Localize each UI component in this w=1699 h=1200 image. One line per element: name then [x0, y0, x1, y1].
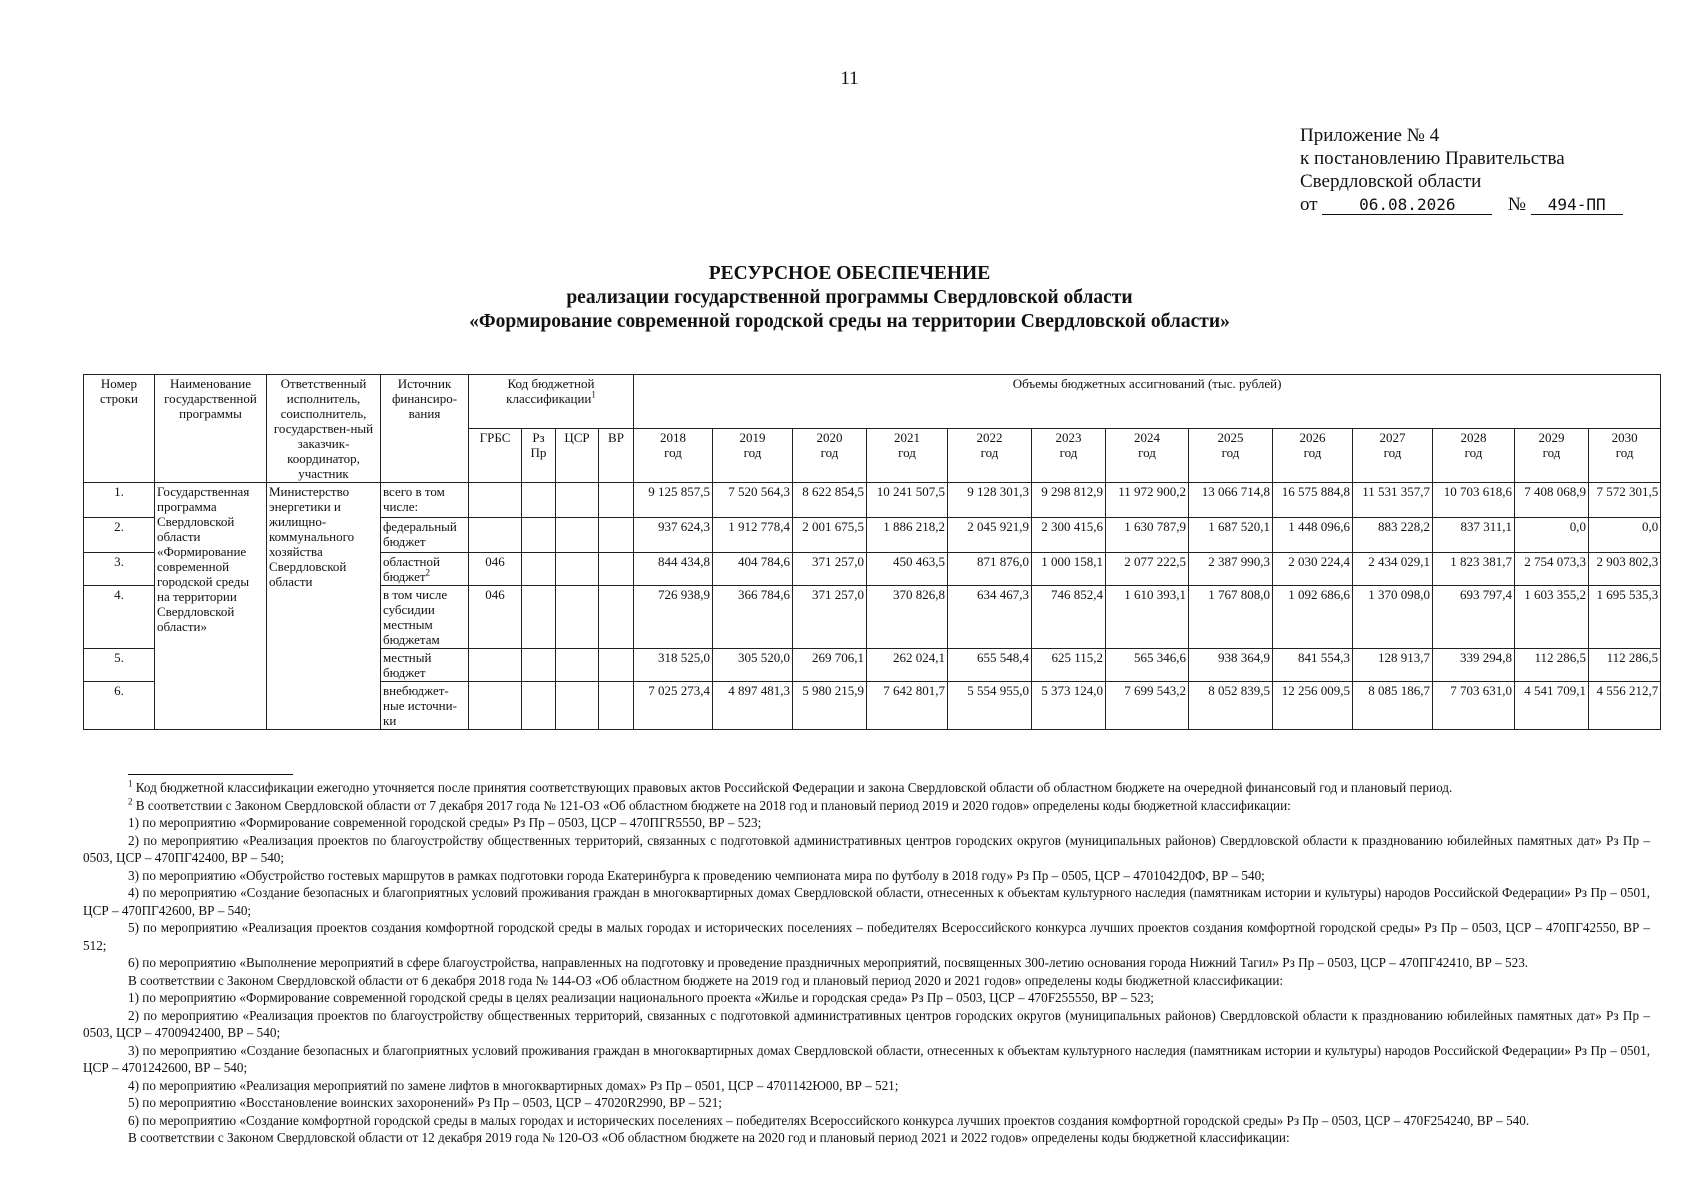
amount-cell: 13 066 714,8 — [1189, 483, 1273, 518]
header-vr: ВР — [599, 429, 634, 483]
resolution-number: 494-ПП — [1531, 196, 1623, 215]
amount-cell: 565 346,6 — [1106, 649, 1189, 682]
amount-cell: 1 000 158,1 — [1032, 553, 1106, 586]
footnote-text: 5) по мероприятию «Восстановление воинских захоронений» Рз Пр – 0503, ЦСР – 47020R2990, ВР – 521; — [128, 1095, 722, 1110]
header-budget-code: Код бюджетной классификации$^1$ — [469, 375, 634, 429]
footnote-paragraph — [83, 1129, 1650, 1147]
year-number: 2029 — [1538, 430, 1565, 445]
year-suffix: год — [1615, 445, 1634, 460]
footnote-mark: 2 — [425, 567, 431, 578]
header-year-2022 — [948, 429, 1032, 483]
footnote-paragraph — [83, 972, 1650, 990]
amount-cell: 8 085 186,7 — [1353, 682, 1433, 730]
year-number: 2028 — [1460, 430, 1487, 445]
vr-cell — [599, 518, 634, 553]
amount-cell: 726 938,9 — [634, 586, 713, 649]
amount-cell: 2 387 990,3 — [1189, 553, 1273, 586]
footnote-number: 2 — [128, 796, 133, 807]
footnote-text: 1) по мероприятию «Формирование современной городской среды в целях реализации национального проекта «Жилье и городская среда» Рз Пр – 0503, ЦСР – 470F255550, ВР – 523; — [128, 990, 1154, 1005]
amount-cell: 1 603 355,2 — [1515, 586, 1589, 649]
footnote-paragraph — [83, 1042, 1650, 1077]
amount-cell: 1 912 778,4 — [713, 518, 793, 553]
source-cell: областной бюджет$^2$ — [381, 553, 469, 586]
header-year-2020 — [793, 429, 867, 483]
year-suffix: год — [1303, 445, 1322, 460]
header-year-2023 — [1032, 429, 1106, 483]
appendix-date-row — [1300, 193, 1623, 216]
amount-cell: 371 257,0 — [793, 586, 867, 649]
amount-cell: 10 703 618,6 — [1433, 483, 1515, 518]
year-number: 2024 — [1134, 430, 1160, 445]
rzpr-cell — [522, 518, 556, 553]
footnote-text: 3) по мероприятию «Создание безопасных и благоприятных условий проживания граждан в многоквартирных домах Свердловской области, отнесенных к объектам культурного наследия (памятникам истории и культуры) народов Российской Федерации» Рз Пр – 0501, ЦСР – 4701242600, ВР – 540; — [83, 1042, 1650, 1075]
footnote-number: 1 — [128, 778, 133, 789]
vr-cell — [599, 682, 634, 730]
header-year-2030 — [1589, 429, 1661, 483]
program-name-cell: Государственная программа Свердловской области «Формирование современной городской среды на территории Свердловской области» — [155, 483, 267, 730]
amount-cell: 1 630 787,9 — [1106, 518, 1189, 553]
amount-cell: 7 520 564,3 — [713, 483, 793, 518]
amount-cell: 112 286,5 — [1515, 649, 1589, 682]
year-number: 2025 — [1217, 430, 1244, 445]
amount-cell: 2 030 224,4 — [1273, 553, 1353, 586]
footnote-text: Код бюджетной классификации ежегодно уточняется после принятия соответствующих правовых актов Российской Федерации и закона Свердловской области об областном бюджете на очередной финансовый год и плановый период. — [132, 780, 1453, 795]
year-suffix: год — [664, 445, 682, 460]
amount-cell: 634 467,3 — [948, 586, 1032, 649]
number-prefix: № — [1507, 194, 1526, 215]
year-number: 2030 — [1611, 430, 1638, 445]
amount-cell: 7 703 631,0 — [1433, 682, 1515, 730]
amount-cell: 404 784,6 — [713, 553, 793, 586]
amount-cell: 2 077 222,5 — [1106, 553, 1189, 586]
year-suffix: год — [820, 445, 839, 460]
amount-cell: 2 754 073,3 — [1515, 553, 1589, 586]
footnote-text: В соответствии с Законом Свердловской области от 12 декабря 2019 года № 120-ОЗ «Об областном бюджете на 2020 год и плановый период 2021 и 2022 годов» определены коды бюджетной классификации: — [128, 1130, 1290, 1145]
executor-cell: Министерство энергетики и жилищно-коммунального хозяйства Свердловской области — [267, 483, 381, 730]
amount-cell: 10 241 507,5 — [867, 483, 948, 518]
footnote-text: 4) по мероприятию «Реализация мероприятий по замене лифтов в многоквартирных домах» Рз Пр – 0501, ЦСР – 4701142Ю00, ВР – 521; — [128, 1077, 899, 1093]
amount-cell: 2 001 675,5 — [793, 518, 867, 553]
amount-cell: 1 448 096,6 — [1273, 518, 1353, 553]
amount-cell: 746 852,4 — [1032, 586, 1106, 649]
grbs-cell: 046 — [469, 586, 522, 649]
amount-cell: 128 913,7 — [1353, 649, 1433, 682]
year-suffix: год — [1221, 445, 1240, 460]
amount-cell: 1 092 686,6 — [1273, 586, 1353, 649]
amount-cell: 9 125 857,5 — [634, 483, 713, 518]
amount-cell: 837 311,1 — [1433, 518, 1515, 553]
footnote-text: 2) по мероприятию «Реализация проектов по благоустройству общественных территорий, связанных с подготовкой административных центров городских округов (муниципальных районов) Свердловской области к празднованию юбилейных памятных дат» Рз Пр – 0503, ЦСР – 4700942400, ВР – 540; — [83, 1007, 1650, 1040]
header-csr: ЦСР — [556, 429, 599, 483]
resolution-date: 06.08.2026 — [1322, 196, 1492, 215]
header-volumes: Объемы бюджетных ассигнований (тыс. рублей) — [634, 375, 1661, 429]
csr-cell — [556, 586, 599, 649]
amount-cell: 655 548,4 — [948, 649, 1032, 682]
source-cell: всего в том числе: — [381, 483, 469, 518]
footnote-paragraph — [83, 1094, 1650, 1112]
amount-cell: 625 115,2 — [1032, 649, 1106, 682]
amount-cell: 5 980 215,9 — [793, 682, 867, 730]
amount-cell: 318 525,0 — [634, 649, 713, 682]
amount-cell: 1 886 218,2 — [867, 518, 948, 553]
date-prefix: от — [1300, 194, 1318, 215]
header-year-2026 — [1273, 429, 1353, 483]
year-suffix: год — [1464, 445, 1483, 460]
vr-cell — [599, 586, 634, 649]
year-number: 2026 — [1299, 430, 1326, 445]
document-title — [0, 262, 1699, 334]
grbs-cell: 046 — [469, 553, 522, 586]
rzpr-cell — [522, 682, 556, 730]
amount-cell: 12 256 009,5 — [1273, 682, 1353, 730]
row-number: 5. — [84, 649, 155, 682]
amount-cell: 2 903 802,3 — [1589, 553, 1661, 586]
amount-cell: 7 699 543,2 — [1106, 682, 1189, 730]
footnote-paragraph — [83, 1112, 1650, 1130]
rzpr-cell — [522, 586, 556, 649]
amount-cell: 339 294,8 — [1433, 649, 1515, 682]
amount-cell: 9 128 301,3 — [948, 483, 1032, 518]
appendix-line-2: к постановлению Правительства — [1300, 148, 1565, 169]
footnote-text: 1) по мероприятию «Формирование современной городской среды» Рз Пр – 0503, ЦСР – 470ПГR5550, ВР – 523; — [128, 815, 762, 830]
footnote-paragraph — [83, 797, 1650, 815]
amount-cell: 841 554,3 — [1273, 649, 1353, 682]
csr-cell — [556, 553, 599, 586]
year-number: 2023 — [1055, 430, 1082, 445]
footnote-paragraph — [83, 867, 1650, 885]
header-year-2027 — [1353, 429, 1433, 483]
title-line-1: РЕСУРСНОЕ ОБЕСПЕЧЕНИЕ — [708, 263, 991, 284]
amount-cell: 112 286,5 — [1589, 649, 1661, 682]
amount-cell: 1 687 520,1 — [1189, 518, 1273, 553]
title-line-2: реализации государственной программы Свердловской области — [566, 287, 1133, 308]
title-line-3: «Формирование современной городской среды на территории Свердловской области» — [469, 311, 1230, 332]
year-number: 2021 — [894, 430, 920, 445]
footnote-text: В соответствии с Законом Свердловской области от 7 декабря 2017 года № 121-ОЗ «Об областном бюджете на 2018 год и плановый период 2019 и 2020 годов» определены коды бюджетной классификации: — [132, 797, 1291, 813]
row-number: 4. — [84, 586, 155, 649]
amount-cell: 450 463,5 — [867, 553, 948, 586]
amount-cell: 7 025 273,4 — [634, 682, 713, 730]
footnote-paragraph — [83, 1007, 1650, 1042]
amount-cell: 871 876,0 — [948, 553, 1032, 586]
appendix-line-1: Приложение № 4 — [1300, 125, 1440, 146]
year-suffix: год — [1059, 445, 1078, 460]
year-suffix: год — [980, 445, 999, 460]
row-number: 3. — [84, 553, 155, 586]
year-suffix: год — [1138, 445, 1156, 460]
year-suffix: год — [1383, 445, 1402, 460]
vr-cell — [599, 553, 634, 586]
table-row — [84, 483, 1661, 518]
amount-cell: 2 434 029,1 — [1353, 553, 1433, 586]
amount-cell: 844 434,8 — [634, 553, 713, 586]
amount-cell: 1 370 098,0 — [1353, 586, 1433, 649]
amount-cell: 937 624,3 — [634, 518, 713, 553]
footnote-paragraph — [83, 989, 1650, 1007]
header-executor: Ответственный исполнитель, соисполнитель, государствен-ный заказчик-координатор, участник — [267, 375, 381, 483]
amount-cell: 11 531 357,7 — [1353, 483, 1433, 518]
amount-cell: 5 373 124,0 — [1032, 682, 1106, 730]
page-number: 11 — [840, 68, 859, 89]
header-year-2024 — [1106, 429, 1189, 483]
year-number: 2020 — [816, 430, 843, 445]
grbs-cell — [469, 518, 522, 553]
footnote-paragraph — [83, 779, 1650, 797]
amount-cell: 1 695 535,3 — [1589, 586, 1661, 649]
footnote-paragraph — [83, 814, 1650, 832]
footnote-text: В соответствии с Законом Свердловской области от 6 декабря 2018 года № 144-ОЗ «Об областном бюджете на 2019 год и плановый период 2020 и 2021 годов» определены коды бюджетной классификации: — [128, 972, 1284, 988]
footnotes — [83, 774, 1650, 1147]
header-year-2025 — [1189, 429, 1273, 483]
footnote-paragraph — [83, 884, 1650, 919]
footnote-paragraph — [83, 919, 1650, 954]
vr-cell — [599, 649, 634, 682]
vr-cell — [599, 483, 634, 518]
header-row-number: Номер строки — [84, 375, 155, 483]
year-number: 2018 — [660, 430, 686, 445]
footnote-paragraph — [83, 954, 1650, 972]
row-number: 1. — [84, 483, 155, 518]
year-number: 2027 — [1379, 430, 1406, 445]
amount-cell: 11 972 900,2 — [1106, 483, 1189, 518]
header-year-2028 — [1433, 429, 1515, 483]
amount-cell: 4 897 481,3 — [713, 682, 793, 730]
grbs-cell — [469, 483, 522, 518]
row-number: 6. — [84, 682, 155, 730]
amount-cell: 370 826,8 — [867, 586, 948, 649]
amount-cell: 4 556 212,7 — [1589, 682, 1661, 730]
header-year-2021 — [867, 429, 948, 483]
amount-cell: 8 052 839,5 — [1189, 682, 1273, 730]
amount-cell: 371 257,0 — [793, 553, 867, 586]
csr-cell — [556, 649, 599, 682]
year-number: 2022 — [976, 430, 1003, 445]
source-cell: местный бюджет — [381, 649, 469, 682]
csr-cell — [556, 682, 599, 730]
header-year-2029 — [1515, 429, 1589, 483]
amount-cell: 693 797,4 — [1433, 586, 1515, 649]
header-rzpr: Рз Пр — [522, 429, 556, 483]
grbs-cell — [469, 682, 522, 730]
amount-cell: 0,0 — [1589, 518, 1661, 553]
footnote-text: 6) по мероприятию «Создание комфортной городской среды в малых городах и исторических поселениях – победителях Всероссийского конкурса лучших проектов создания комфортной городской среды» Рз Пр – 0503, ЦСР – 470F254240, ВР – 540. — [128, 1112, 1530, 1128]
source-cell: федеральный бюджет — [381, 518, 469, 553]
amount-cell: 883 228,2 — [1353, 518, 1433, 553]
rzpr-cell — [522, 483, 556, 518]
rzpr-cell — [522, 649, 556, 682]
rzpr-cell — [522, 553, 556, 586]
header-source: Источник финансиро-вания — [381, 375, 469, 483]
amount-cell: 1 823 381,7 — [1433, 553, 1515, 586]
amount-cell: 5 554 955,0 — [948, 682, 1032, 730]
amount-cell: 262 024,1 — [867, 649, 948, 682]
year-number: 2019 — [739, 430, 766, 445]
amount-cell: 4 541 709,1 — [1515, 682, 1589, 730]
footnote-text: 6) по мероприятию «Выполнение мероприятий в сфере благоустройства, направленных на подготовку и проведение праздничных мероприятий, посвященных 300-летию основания города Нижний Тагил» Рз Пр – 0503, ЦСР – 470ПГ42410, ВР – 523. — [128, 955, 1529, 970]
amount-cell: 938 364,9 — [1189, 649, 1273, 682]
footnote-text: 2) по мероприятию «Реализация проектов по благоустройству общественных территорий, связанных с подготовкой административных центров городских округов (муниципальных районов) Свердловской области к празднованию юбилейных памятных дат» Рз Пр – 0503, ЦСР – 470ПГ42400, ВР – 540; — [83, 832, 1650, 865]
amount-cell: 7 408 068,9 — [1515, 483, 1589, 518]
amount-cell: 1 767 808,0 — [1189, 586, 1273, 649]
header-year-2019 — [713, 429, 793, 483]
year-suffix: год — [743, 445, 762, 460]
amount-cell: 366 784,6 — [713, 586, 793, 649]
source-cell: в том числе субсидии местным бюджетам — [381, 586, 469, 649]
year-suffix: год — [1542, 445, 1561, 460]
footnote-text: 3) по мероприятию «Обустройство гостевых маршрутов в рамках подготовки города Екатеринбурга к проведению чемпионата мира по футболу в 2018 году» Рз Пр – 0505, ЦСР – 4701042Д0Ф, ВР – 540; — [128, 867, 1265, 883]
header-program-name: Наименование государственной программы — [155, 375, 267, 483]
header-year-2018 — [634, 429, 713, 483]
resource-table — [83, 374, 1661, 730]
amount-cell: 305 520,0 — [713, 649, 793, 682]
amount-cell: 8 622 854,5 — [793, 483, 867, 518]
footnote-paragraph — [83, 832, 1650, 867]
header-grbs: ГРБС — [469, 429, 522, 483]
amount-cell: 2 045 921,9 — [948, 518, 1032, 553]
footnote-paragraph — [83, 1077, 1650, 1095]
amount-cell: 0,0 — [1515, 518, 1589, 553]
footnote-separator — [128, 774, 293, 775]
amount-cell: 2 300 415,6 — [1032, 518, 1106, 553]
amount-cell: 1 610 393,1 — [1106, 586, 1189, 649]
amount-cell: 7 642 801,7 — [867, 682, 948, 730]
appendix-line-3: Свердловской области — [1300, 171, 1482, 192]
amount-cell: 16 575 884,8 — [1273, 483, 1353, 518]
amount-cell: 9 298 812,9 — [1032, 483, 1106, 518]
footnote-text: 4) по мероприятию «Создание безопасных и благоприятных условий проживания граждан в многоквартирных домах Свердловской области, отнесенных к объектам культурного наследия (памятникам истории и культуры) народов Российской Федерации» Рз Пр – 0501, ЦСР – 470ПГ42600, ВР – 540; — [83, 885, 1650, 918]
amount-cell: 7 572 301,5 — [1589, 483, 1661, 518]
csr-cell — [556, 518, 599, 553]
footnote-text: 5) по мероприятию «Реализация проектов создания комфортной городской среды в малых городах и исторических поселениях – победителях Всероссийского конкурса лучших проектов создания комфортной городской среды» Рз Пр – 0503, ЦСР – 470ПГ42550, ВР – 512; — [83, 920, 1650, 953]
year-suffix: год — [898, 445, 916, 460]
row-number: 2. — [84, 518, 155, 553]
appendix-block — [1300, 124, 1623, 216]
grbs-cell — [469, 649, 522, 682]
amount-cell: 269 706,1 — [793, 649, 867, 682]
csr-cell — [556, 483, 599, 518]
source-cell: внебюджет-ные источни-ки — [381, 682, 469, 730]
